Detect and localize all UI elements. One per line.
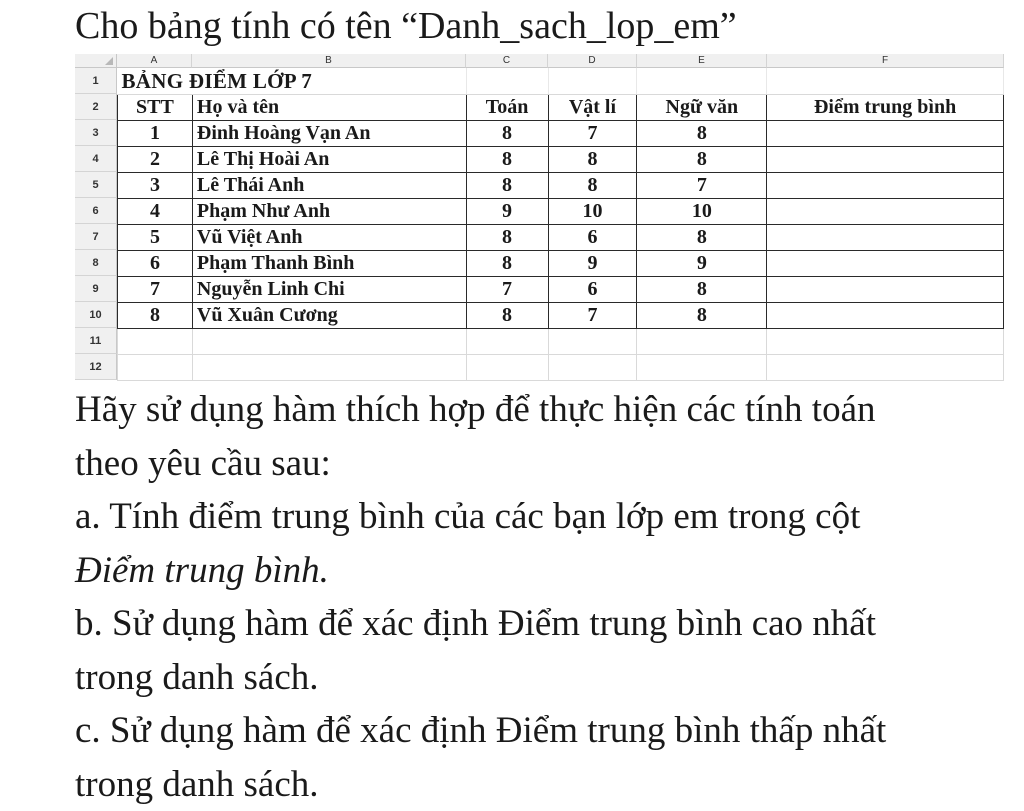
table-cell[interactable]: 7: [466, 276, 548, 302]
table-cell[interactable]: 8: [118, 302, 193, 328]
table-cell[interactable]: 8: [637, 224, 767, 250]
student-row: [118, 198, 1004, 224]
column-header-e[interactable]: E: [637, 54, 767, 68]
header-cell-stt[interactable]: STT: [118, 94, 193, 120]
table-cell[interactable]: Đinh Hoàng Vạn An: [192, 120, 466, 146]
empty-cell[interactable]: [192, 354, 466, 380]
table-cell[interactable]: 3: [118, 172, 193, 198]
instructions-intro: Hãy sử dụng hàm thích hợp để thực hiện các tính toán theo yêu cầu sau:: [75, 389, 876, 484]
row-header-4[interactable]: 4: [75, 146, 117, 172]
row-header-1[interactable]: 1: [75, 68, 117, 94]
table-cell[interactable]: 8: [548, 146, 637, 172]
column-header-d[interactable]: D: [548, 54, 637, 68]
empty-cell[interactable]: [118, 328, 193, 354]
table-cell[interactable]: 8: [637, 276, 767, 302]
header-cell-math[interactable]: Toán: [466, 94, 548, 120]
table-cell[interactable]: Phạm Thanh Bình: [192, 250, 466, 276]
column-header-a[interactable]: A: [117, 54, 192, 68]
select-all-corner[interactable]: [75, 54, 117, 68]
empty-cell[interactable]: [118, 354, 193, 380]
table-cell[interactable]: 8: [637, 146, 767, 172]
grade-table: [117, 68, 1004, 381]
task-a: [75, 490, 945, 597]
empty-cell[interactable]: [192, 328, 466, 354]
empty-cell[interactable]: [637, 328, 767, 354]
table-cell[interactable]: 1: [118, 120, 193, 146]
empty-cell[interactable]: [767, 328, 1004, 354]
column-header-c[interactable]: C: [466, 54, 548, 68]
empty-row: [118, 328, 1004, 354]
table-cell[interactable]: 5: [118, 224, 193, 250]
cell[interactable]: [637, 68, 767, 94]
row-header-5[interactable]: 5: [75, 172, 117, 198]
column-header-b[interactable]: B: [192, 54, 466, 68]
table-title[interactable]: BẢNG ĐIỂM LỚP 7: [118, 68, 467, 94]
spreadsheet: [75, 54, 1004, 380]
row-header-3[interactable]: 3: [75, 120, 117, 146]
row-header-12[interactable]: 12: [75, 354, 117, 380]
table-cell[interactable]: 8: [466, 224, 548, 250]
task-b: b. Sử dụng hàm để xác định Điểm trung bình cao nhất trong danh sách.: [75, 603, 877, 698]
task-c: c. Sử dụng hàm để xác định Điểm trung bình thấp nhất trong danh sách.: [75, 710, 887, 805]
task-a-text: a. Tính điểm trung bình của các bạn lớp em trong cột: [75, 496, 861, 537]
table-cell[interactable]: [767, 250, 1004, 276]
table-cell[interactable]: 4: [118, 198, 193, 224]
row-header-8[interactable]: 8: [75, 250, 117, 276]
row-header-2[interactable]: 2: [75, 94, 117, 120]
table-cell[interactable]: 8: [466, 172, 548, 198]
student-row: [118, 146, 1004, 172]
table-cell[interactable]: [767, 276, 1004, 302]
table-cell[interactable]: Vũ Xuân Cương: [192, 302, 466, 328]
table-cell[interactable]: 10: [548, 198, 637, 224]
table-cell[interactable]: 6: [118, 250, 193, 276]
table-cell[interactable]: 9: [637, 250, 767, 276]
table-cell[interactable]: 8: [466, 120, 548, 146]
table-cell[interactable]: 8: [637, 302, 767, 328]
student-row: [118, 172, 1004, 198]
table-cell[interactable]: [767, 224, 1004, 250]
table-cell[interactable]: 9: [548, 250, 637, 276]
header-row: [118, 94, 1004, 120]
header-cell-average[interactable]: Điểm trung bình: [767, 94, 1004, 120]
empty-cell[interactable]: [466, 354, 548, 380]
table-cell[interactable]: 6: [548, 224, 637, 250]
heading: Cho bảng tính có tên “Danh_sach_lop_em”: [75, 5, 737, 47]
table-cell[interactable]: Phạm Như Anh: [192, 198, 466, 224]
student-row: [118, 302, 1004, 328]
table-cell[interactable]: 7: [548, 120, 637, 146]
table-cell[interactable]: 8: [466, 146, 548, 172]
row-header-10[interactable]: 10: [75, 302, 117, 328]
task-a-italic: Điểm trung bình.: [75, 549, 329, 591]
empty-cell[interactable]: [637, 354, 767, 380]
cell[interactable]: [548, 68, 637, 94]
table-cell[interactable]: 8: [466, 250, 548, 276]
empty-cell[interactable]: [767, 354, 1004, 380]
header-cell-literature[interactable]: Ngữ văn: [637, 94, 767, 120]
header-cell-physics[interactable]: Vật lí: [548, 94, 637, 120]
row-header-9[interactable]: 9: [75, 276, 117, 302]
row-header-11[interactable]: 11: [75, 328, 117, 354]
empty-row: [118, 354, 1004, 380]
instructions: [75, 383, 945, 811]
cell[interactable]: [767, 68, 1004, 94]
cell[interactable]: [466, 68, 548, 94]
table-cell[interactable]: Nguyễn Linh Chi: [192, 276, 466, 302]
row-header-7[interactable]: 7: [75, 224, 117, 250]
table-cell[interactable]: 10: [637, 198, 767, 224]
table-cell[interactable]: [767, 172, 1004, 198]
student-row: [118, 224, 1004, 250]
empty-cell[interactable]: [548, 354, 637, 380]
table-cell[interactable]: 7: [637, 172, 767, 198]
header-cell-name[interactable]: Họ và tên: [192, 94, 466, 120]
student-row: [118, 250, 1004, 276]
table-cell[interactable]: [767, 198, 1004, 224]
table-cell[interactable]: [767, 120, 1004, 146]
table-cell[interactable]: Lê Thái Anh: [192, 172, 466, 198]
table-cell[interactable]: 8: [466, 302, 548, 328]
table-cell[interactable]: 9: [466, 198, 548, 224]
title-row: [118, 68, 1004, 94]
table-cell[interactable]: 6: [548, 276, 637, 302]
empty-cell[interactable]: [548, 328, 637, 354]
table-cell[interactable]: [767, 146, 1004, 172]
table-cell[interactable]: 2: [118, 146, 193, 172]
table-cell[interactable]: Vũ Việt Anh: [192, 224, 466, 250]
empty-cell[interactable]: [466, 328, 548, 354]
row-header-6[interactable]: 6: [75, 198, 117, 224]
table-cell[interactable]: 7: [548, 302, 637, 328]
table-cell[interactable]: 7: [118, 276, 193, 302]
column-header-f[interactable]: F: [767, 54, 1004, 68]
student-row: [118, 120, 1004, 146]
table-cell[interactable]: 8: [637, 120, 767, 146]
table-cell[interactable]: [767, 302, 1004, 328]
student-row: [118, 276, 1004, 302]
table-cell[interactable]: Lê Thị Hoài An: [192, 146, 466, 172]
table-cell[interactable]: 8: [548, 172, 637, 198]
